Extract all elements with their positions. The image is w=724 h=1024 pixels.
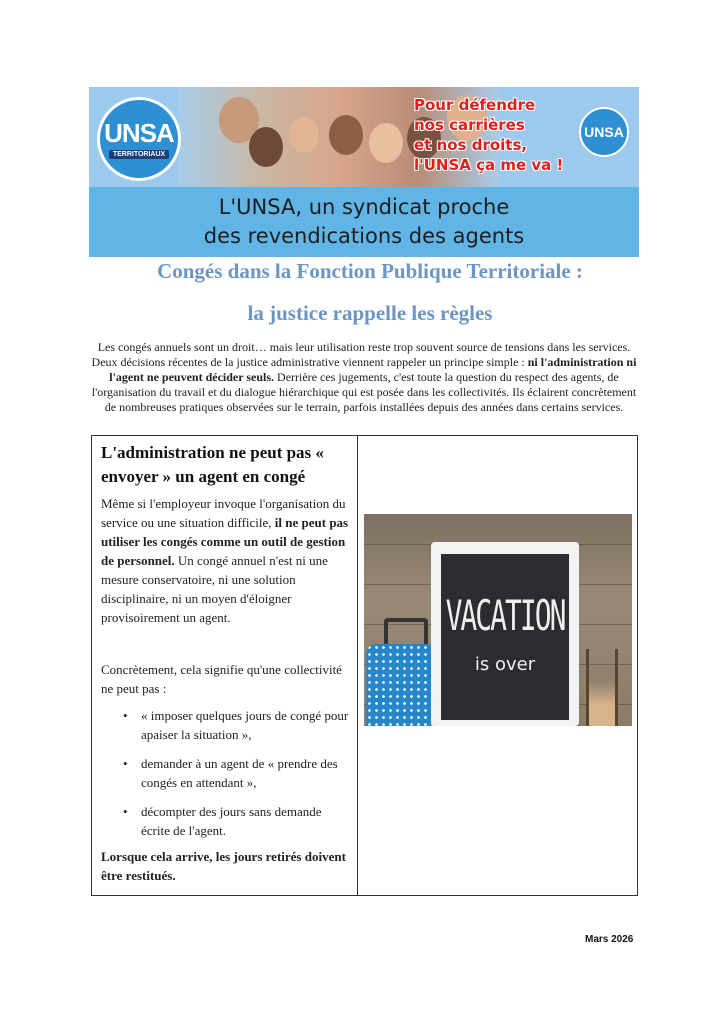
bullet-icon: • bbox=[123, 804, 128, 819]
slogan-line: et nos droits, bbox=[414, 136, 528, 154]
unsa-logo bbox=[97, 97, 181, 181]
chalkboard-slate bbox=[441, 554, 569, 720]
tagline-line: L'UNSA, un syndicat proche bbox=[218, 195, 510, 219]
unsa-logo-small bbox=[579, 107, 629, 157]
list-item-text: décompter des jours sans demande écrite de l'agent. bbox=[141, 804, 322, 838]
box-conclusion: Lorsque cela arrive, les jours retirés doivent être restitués. bbox=[101, 849, 346, 883]
bullet-icon: • bbox=[123, 756, 128, 771]
publication-date: Mars 2026 bbox=[585, 934, 634, 945]
slogan-line: l'UNSA ça me va ! bbox=[414, 156, 564, 174]
tagline bbox=[89, 187, 639, 257]
hourglass bbox=[586, 649, 618, 726]
box-text: Même si l'employeur invoque l'organisation du service ou une situation difficile, bbox=[101, 496, 346, 530]
list-item-text: demander à un agent de « prendre des congés en attendant », bbox=[141, 756, 338, 790]
is-over-text: is over bbox=[474, 654, 536, 675]
chalkboard bbox=[431, 542, 579, 726]
list-item bbox=[101, 706, 351, 744]
box-paragraph-2: Concrètement, cela signifie qu'une collectivité ne peut pas : bbox=[101, 662, 342, 696]
slogan-line: nos carrières bbox=[414, 116, 525, 134]
list-item bbox=[101, 754, 351, 792]
box-bold: il ne peut pas utiliser les congés comme un outil de gestion de personnel. bbox=[101, 515, 349, 568]
vacation-photo bbox=[364, 514, 632, 726]
page-title: Congés dans la Fonction Publique Territoriale : bbox=[157, 259, 583, 283]
prohibited-list bbox=[101, 706, 351, 850]
page-subtitle: la justice rappelle les règles bbox=[247, 301, 493, 325]
tagline-line: des revendications des agents bbox=[203, 224, 525, 248]
logo-right-text: UNSA bbox=[584, 124, 624, 140]
logo-brand-text: UNSA bbox=[104, 117, 174, 148]
suitcase bbox=[366, 644, 436, 726]
box-paragraph bbox=[101, 494, 359, 627]
vacation-text: VACATION bbox=[445, 590, 565, 641]
header-banner bbox=[89, 87, 639, 187]
slogan bbox=[414, 95, 574, 175]
list-item bbox=[101, 802, 351, 840]
slogan-line: Pour défendre bbox=[414, 96, 536, 114]
intro-paragraph bbox=[88, 340, 640, 415]
intro-bold: ni l'administration ni l'agent ne peuvent décider seuls. bbox=[109, 355, 637, 384]
intro-text: Les congés annuels sont un droit… mais leur utilisation reste trop souvent source de tensions dans les services. Deux décisions récentes de la justice administrative viennent rappeler un principe simple : bbox=[91, 340, 631, 369]
box-text-end: Un congé annuel n'est ni une mesure conservatoire, ni une solution disciplinaire, ni un moyen d'éloigner provisoirement un agent. bbox=[101, 553, 328, 625]
box-title: L'administration ne peut pas « envoyer » un agent en congé bbox=[101, 443, 324, 486]
logo-sub-text: TERRITORIAUX bbox=[109, 150, 169, 159]
bullet-icon: • bbox=[123, 708, 128, 723]
intro-text-end: Derrière ces jugements, c'est toute la question du respect des agents, de l'organisation du travail et du dialogue hiérarchique qui est posée dans les collectivités. Ils éclairent concrètement de nombreuses pratiques observées sur le terrain, parfois installées depuis des années dans certains services. bbox=[91, 370, 637, 414]
list-item-text: « imposer quelques jours de congé pour apaiser la situation », bbox=[141, 708, 349, 742]
